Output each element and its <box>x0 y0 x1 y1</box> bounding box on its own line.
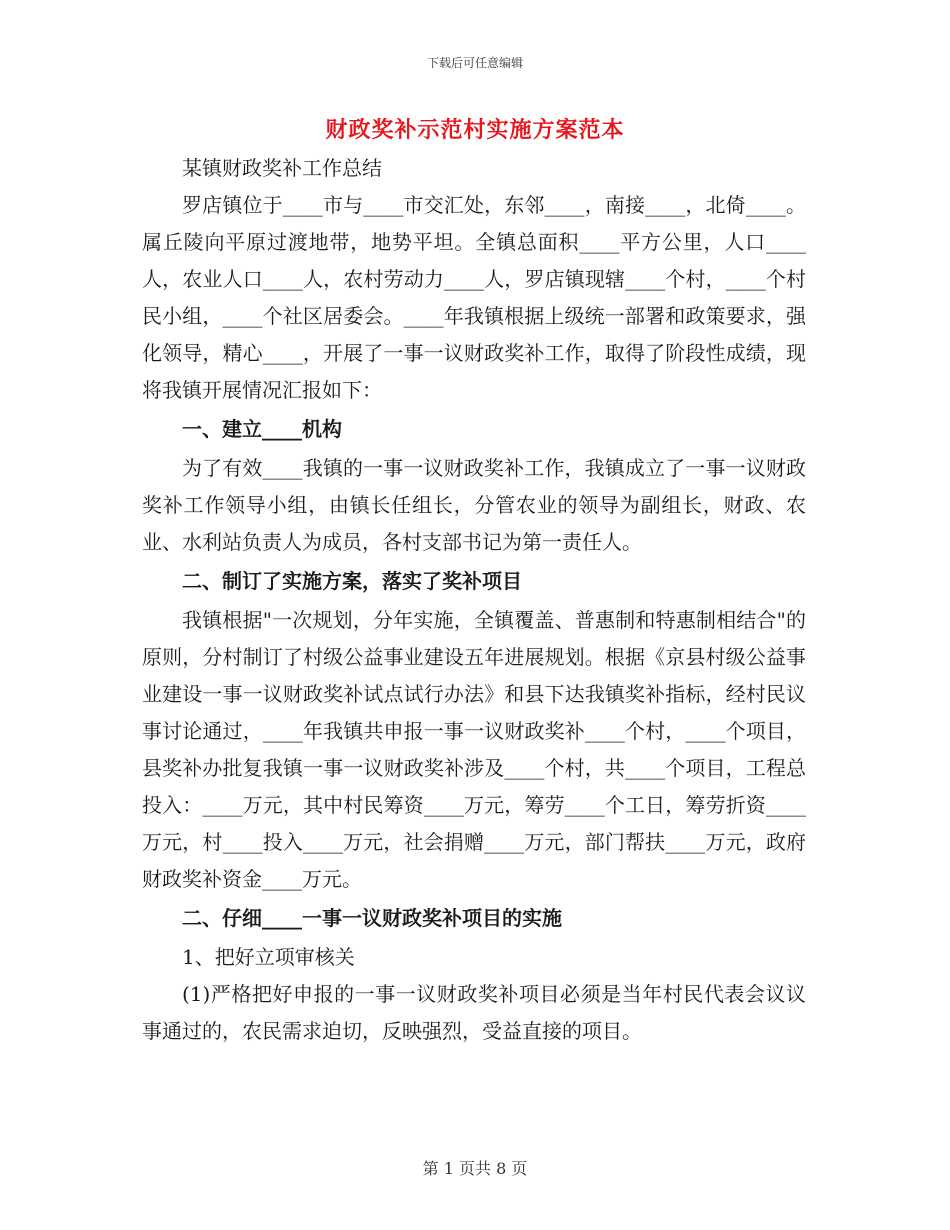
page-number: 第 1 页共 8 页 <box>422 1159 528 1178</box>
paragraph-subtitle: 某镇财政奖补工作总结 <box>182 156 382 180</box>
header-note: 下载后可任意编辑 <box>426 56 523 70</box>
paragraph-section-1: 为了有效____我镇的一事一议财政奖补工作，我镇成立了一事一议财政奖补工作领导小组，由镇长任组长，分管农业的领导为副组长，财政、农业、水利站负责人为成员，各村支部书记为第一责任人。 <box>142 456 806 554</box>
document-title: 财政奖补示范村实施方案范本 <box>325 117 625 143</box>
section-heading-3: 二、仔细____一事一议财政奖补项目的实施 <box>182 906 562 930</box>
document-body <box>142 150 806 1050</box>
section-heading-2: 二、制订了实施方案，落实了奖补项目 <box>182 569 522 593</box>
paragraph-item-1: (1)严格把好申报的一事一议财政奖补项目必须是当年村民代表会议议事通过的，农民需求迫切，反映强烈，受益直接的项目。 <box>142 982 806 1043</box>
paragraph-intro: 罗店镇位于____市与____市交汇处，东邻____，南接____，北倚____。属丘陵向平原过渡地带，地势平坦。全镇总面积____平方公里，人口____人，农业人口____人，农村劳动力____人，罗店镇现辖____个村，____个村民小组，____个社区居委会。____年我镇根据上级统一部署和政策要求，强化领导，精心____，开展了一事一议财政奖补工作，取得了阶段性成绩，现将我镇开展情况汇报如下： <box>142 193 806 402</box>
paragraph-subheading: 1、把好立项审核关 <box>182 945 355 969</box>
section-heading-1: 一、建立____机构 <box>182 417 342 441</box>
paragraph-section-2: 我镇根据"一次规划，分年实施，全镇覆盖、普惠制和特惠制相结合"的原则，分村制订了村级公益事业建设五年进展规划。根据《京县村级公益事业建设一事一议财政奖补试点试行办法》和县下达我镇奖补指标，经村民议事讨论通过，____年我镇共申报一事一议财政奖补____个村，____个项目，县奖补办批复我镇一事一议财政奖补涉及____个村，共____个项目，工程总投入：____万元，其中村民筹资____万元，筹劳____个工日，筹劳折资____万元，村____投入____万元，社会捐赠____万元，部门帮扶____万元，政府财政奖补资金____万元。 <box>142 608 806 891</box>
